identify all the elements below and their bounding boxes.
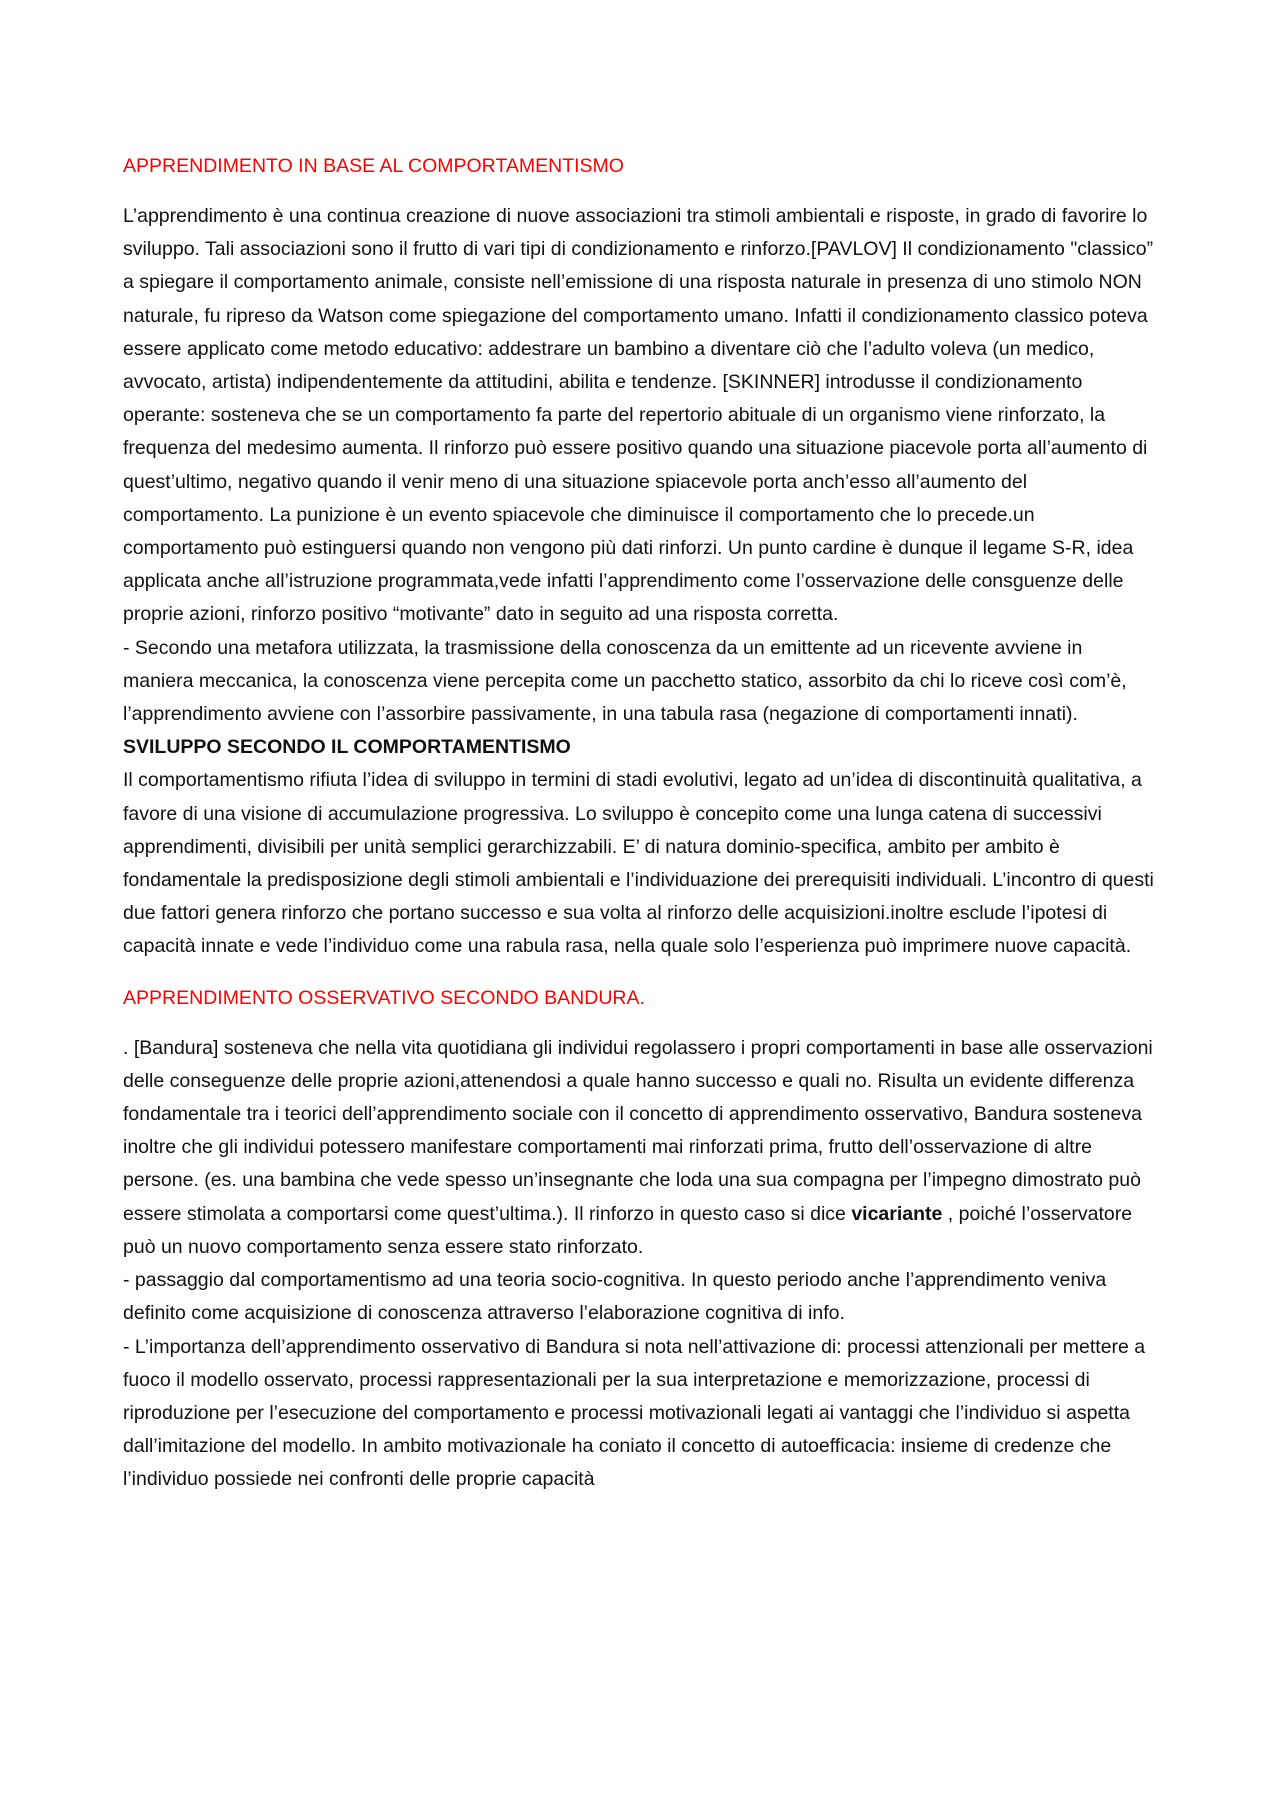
section-heading-sviluppo: SVILUPPO SECONDO IL COMPORTAMENTISMO (123, 736, 571, 759)
paragraph-sviluppo: Il comportamentismo rifiuta l’idea di sviluppo in termini di stadi evolutivi, legato ad un’idea di discontinuità qualitativa, a favore di una visione di accumulazione progressiva. Lo sviluppo è concepito come una lunga catena di successivi apprendimenti, divisibili per unità semplici gerarchizzabili. E’ di natura dominio-specifica, ambito per ambito è fondamentale la predisposizione degli stimoli ambientali e l’individuazione dei prerequisiti individuali. L’incontro di questi due fattori genera rinforzo che portano successo e sua volta al rinforzo delle acquisizioni.inoltre esclude l’ipotesi di capacità innate e vede l’individuo come una rabula rasa, nella quale solo l’esperienza può imprimere nuove capacità. (123, 769, 1154, 958)
section-heading-comportamentismo: APPRENDIMENTO IN BASE AL COMPORTAMENTISMO (123, 155, 624, 177)
term-vicariante: vicariante (851, 1202, 943, 1225)
paragraph-importanza-bandura: - L’importanza dell’apprendimento osservativo di Bandura si nota nell’attivazione di: processi attenzionali per mettere a fuoco il modello osservato, processi rappresentazionali per la sua interpretazione e memorizzazione, processi di riproduzione per l’esecuzione del comportamento e processi motivazionali legati ai vantaggi che l’individuo si aspetta dall’imitazione del modello. In ambito motivazionale ha coniato il concetto di autoefficacia: insieme di credenze che l’individuo possiede nei confronti delle proprie capacità (123, 1335, 1146, 1491)
paragraph-bandura-text-b: , poiché l’osservatore può un nuovo comportamento senza essere stato rinforzato. (123, 1202, 1133, 1258)
paragraph-comportamentismo-intro: L’apprendimento è una continua creazione di nuove associazioni tra stimoli ambientali e risposte, in grado di favorire lo sviluppo. Tali associazioni sono il frutto di vari tipi di condizionamento e rinforzo.[PAVLOV] Il condizionamento "classico” a spiegare il comportamento animale, consiste nell’emissione di una risposta naturale in presenza di uno stimolo NON naturale, fu ripreso da Watson come spiegazione del comportamento umano. Infatti il condizionamento classico poteva essere applicato come metodo educativo: addestrare un bambino a diventare ciò che l’adulto voleva (un medico, avvocato, artista) indipendentemente da attitudini, abilita e tendenze. [SKINNER] introdusse il condizionamento operante: sosteneva che se un comportamento fa parte del repertorio abituale di un organismo viene rinforzato, la frequenza del medesimo aumenta. Il rinforzo può essere positivo quando una situazione piacevole porta all’aumento di quest’ultimo, negativo quando il venir meno di una situazione spiacevole porta anch’esso all’aumento del comportamento. La punizione è un evento spiacevole che diminuisce il comportamento che lo precede.un comportamento può estinguersi quando non vengono più dati rinforzi. Un punto cardine è dunque il legame S-R, idea applicata anche all’istruzione programmata,vede infatti l’apprendimento come l’osservazione delle consguenze delle proprie azioni, rinforzo positivo “motivante” dato in seguito ad una risposta corretta. (123, 205, 1154, 626)
paragraph-socio-cognitiva: - passaggio dal comportamentismo ad una teoria socio-cognitiva. In questo periodo anche l’apprendimento veniva definito come acquisizione di conoscenza attraverso l’elaborazione cognitiva di info. (123, 1269, 1107, 1325)
paragraph-bandura-text-a: . [Bandura] sosteneva che nella vita quotidiana gli individui regolassero i propri comportamenti in base alle osservazioni delle conseguenze delle proprie azioni,attenendosi a quale hanno successo e quali no. Risulta un evidente differenza fondamentale tra i teorici dell’apprendimento sociale con il concetto di apprendimento osservativo, Bandura sosteneva inoltre che gli individui potessero manifestare comportamenti mai rinforzati prima, frutto dell’osservazione di altre persone. (es. una bambina che vede spesso un’insegnante che loda una sua compagna per l’impegno dimostrato può essere stimolata a comportarsi come quest’ultima.). Il rinforzo in questo caso si dice (123, 1036, 1153, 1225)
paragraph-metafora: - Secondo una metafora utilizzata, la trasmissione della conoscenza da un emittente ad un ricevente avviene in maniera meccanica, la conoscenza viene percepita come un pacchetto statico, assorbito da chi lo riceve così com’è, l’apprendimento avviene con l’assorbire passivamente, in una tabula rasa (negazione di comportamenti innati). (123, 636, 1127, 726)
section-heading-bandura: APPRENDIMENTO OSSERVATIVO SECONDO BANDURA. (123, 986, 645, 1009)
paragraph-bandura (123, 1032, 1158, 1264)
document-page (123, 150, 1158, 1497)
